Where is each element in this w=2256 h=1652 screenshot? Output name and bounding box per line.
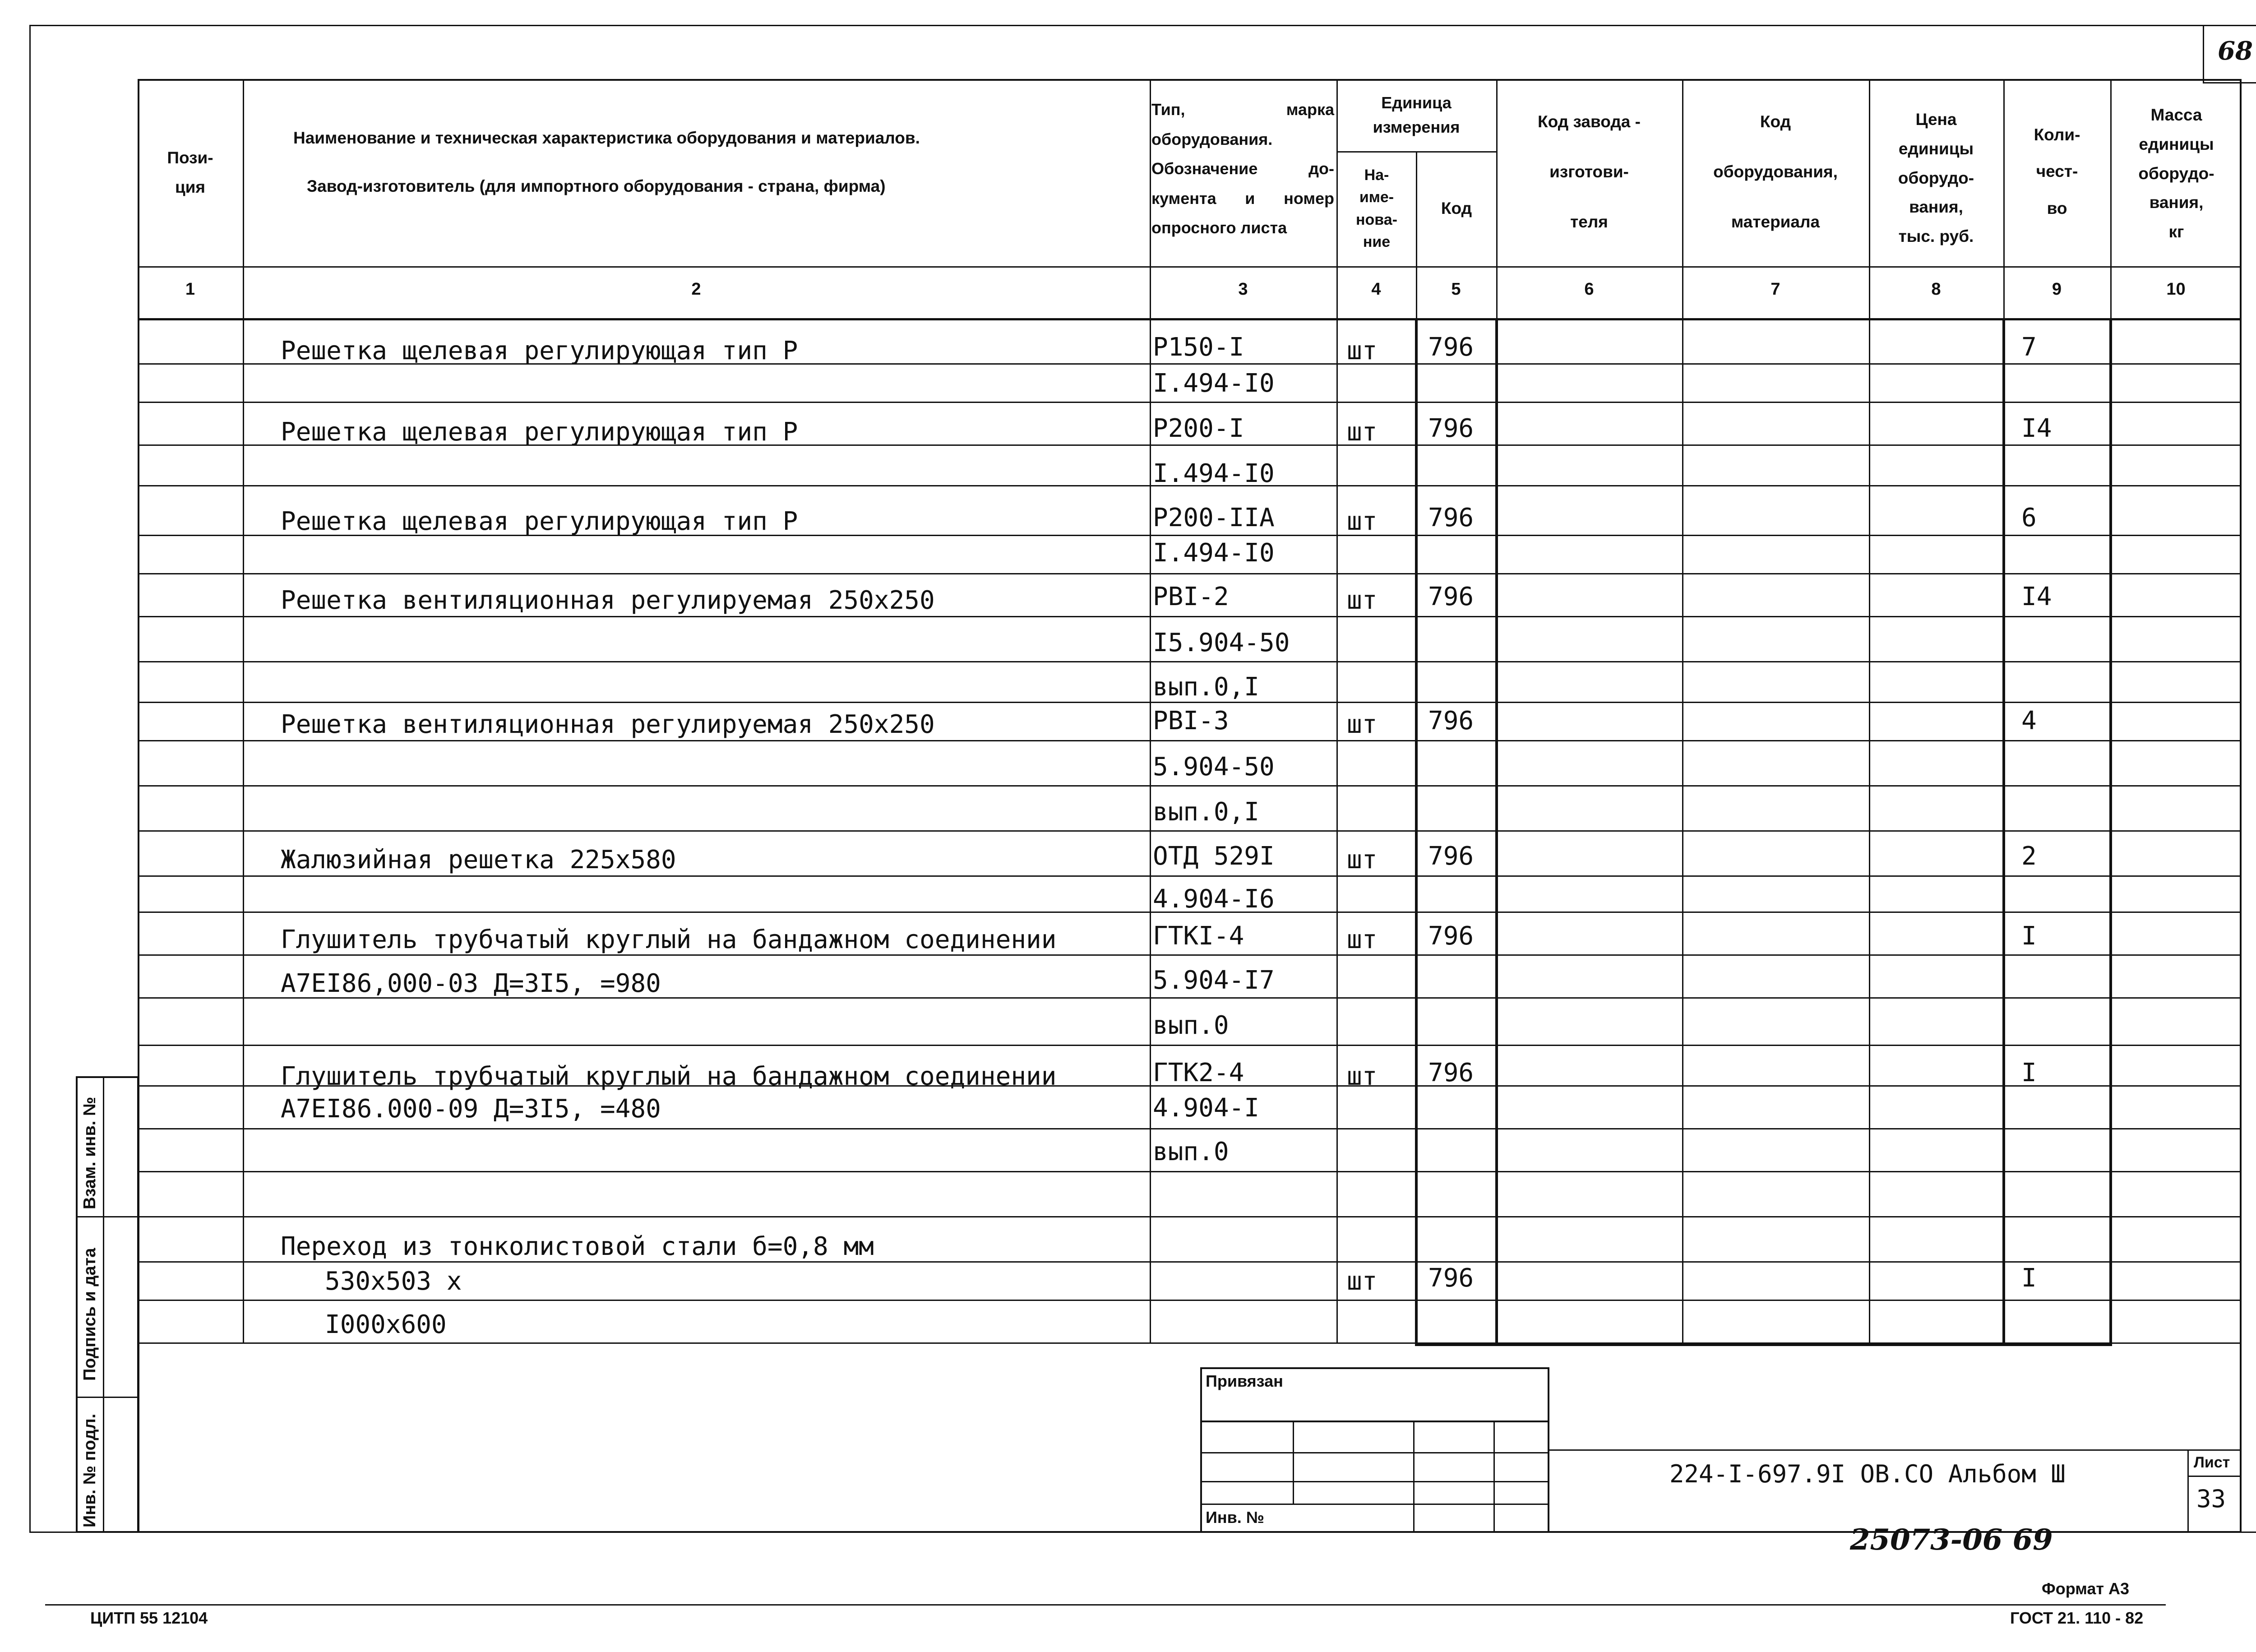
row-type: Р200-I	[1153, 414, 1244, 443]
sheet-number: 33	[2196, 1485, 2226, 1513]
row-name: Глушитель трубчатый круглый на бандажном соединении	[281, 925, 1057, 954]
side-label-vzam: Взам. инв. №	[80, 1097, 99, 1209]
row-code: 796	[1428, 921, 1474, 951]
col-number: 3	[1238, 280, 1248, 299]
row-type: 4.904-I	[1153, 1093, 1260, 1123]
row-unit: шт	[1347, 507, 1378, 536]
stamp-inv-label: Инв. №	[1206, 1508, 1264, 1527]
row-qty: 4	[2021, 706, 2037, 736]
row-type: Р200-IIА	[1153, 503, 1275, 532]
side-label-signature: Подпись и дата	[80, 1248, 99, 1381]
sheet-label: Лист	[2194, 1454, 2230, 1471]
row-unit: шт	[1347, 336, 1378, 366]
row-type: 5.904-50	[1153, 752, 1275, 782]
header-unit-name: На- име- нова- ние	[1356, 166, 1397, 250]
row-type: 5.904-I7	[1153, 966, 1275, 995]
row-unit: шт	[1347, 586, 1378, 615]
header-quantity: Коли- чест- во	[2034, 125, 2080, 217]
col-number: 8	[1931, 280, 1941, 299]
row-code: 796	[1428, 842, 1474, 871]
row-name: Глушитель трубчатый круглый на бандажном соединении	[281, 1062, 1057, 1091]
footer-left: ЦИТП 55 12104	[90, 1609, 208, 1627]
row-type: вып.0,I	[1153, 672, 1260, 702]
row-unit: шт	[1347, 1062, 1378, 1091]
row-code: 796	[1428, 706, 1474, 736]
row-qty: I	[2021, 921, 2037, 951]
row-code: 796	[1428, 414, 1474, 443]
row-name: Решетка вентиляционная регулируемая 250x250	[281, 710, 935, 739]
row-qty: 2	[2021, 842, 2037, 871]
row-type: 4.904-I6	[1153, 884, 1275, 914]
col-number: 2	[691, 280, 701, 299]
handwritten-number: 25073-06 69	[1850, 1523, 2053, 1557]
row-name: Решетка щелевая регулирующая тип Р	[281, 336, 798, 366]
col-number: 9	[2052, 280, 2062, 299]
page-number: 68	[2218, 36, 2253, 66]
header-type: Тип, марка оборудования. Обозначение до-кумента и номер опросного листа	[1151, 100, 1334, 237]
row-type: РВI-3	[1153, 706, 1229, 736]
row-name: Жалюзийная решетка 225x580	[281, 845, 676, 875]
header-position: Пози- ция	[167, 148, 213, 196]
row-name: Решетка щелевая регулирующая тип Р	[281, 507, 798, 536]
row-type: I.494-I0	[1153, 538, 1275, 568]
row-type: I.494-I0	[1153, 369, 1275, 398]
row-type: ОТД 529I	[1153, 842, 1275, 871]
col-number: 5	[1451, 280, 1461, 299]
row-code: 796	[1428, 333, 1474, 362]
row-type: вып.0	[1153, 1137, 1229, 1166]
row-qty: I4	[2021, 582, 2052, 611]
row-name: 530x503 x	[325, 1267, 462, 1296]
row-qty: 7	[2021, 333, 2037, 362]
row-type: I5.904-50	[1153, 628, 1290, 657]
header-equipment-code: Код оборудования, материала	[1713, 112, 1838, 231]
footer-gost: ГОСТ 21. 110 - 82	[2010, 1609, 2144, 1627]
header-name-line1: Наименование и техническая характеристика оборудования и материалов.	[293, 129, 920, 147]
row-type: вып.0,I	[1153, 797, 1260, 827]
row-type: ГТК2-4	[1153, 1058, 1244, 1087]
row-unit: шт	[1347, 710, 1378, 739]
col-number: 4	[1371, 280, 1381, 299]
col-number: 7	[1771, 280, 1780, 299]
row-unit: шт	[1347, 925, 1378, 954]
row-qty: I4	[2021, 414, 2052, 443]
header-unit: Единица измерения	[1373, 93, 1460, 136]
side-label-inv: Инв. № подл.	[80, 1413, 99, 1527]
row-type: вып.0	[1153, 1011, 1229, 1040]
col-number: 1	[185, 280, 195, 299]
stamp-privyazan-label: Привязан	[1206, 1372, 1283, 1390]
col-number: 6	[1584, 280, 1594, 299]
row-qty: 6	[2021, 503, 2037, 532]
document-code: 224-I-697.9I ОВ.СО Альбом Ш	[1669, 1460, 2066, 1488]
row-unit: шт	[1347, 1267, 1378, 1296]
header-name-line2: Завод-изготовитель (для импортного оборудования - страна, фирма)	[307, 177, 886, 195]
header-price: Цена единицы оборудо- вания, тыс. руб.	[1898, 110, 1974, 246]
row-name: А7ЕI86,000-03 Д=3I5, =980	[281, 969, 661, 998]
row-name: Решетка вентиляционная регулируемая 250x250	[281, 586, 935, 615]
row-name: I000x600	[325, 1310, 447, 1339]
row-code: 796	[1428, 582, 1474, 611]
footer-format: Формат А3	[2042, 1579, 2130, 1598]
row-code: 796	[1428, 1058, 1474, 1087]
col-number: 10	[2166, 280, 2186, 299]
row-unit: шт	[1347, 417, 1378, 447]
header-unit-code: Код	[1441, 199, 1472, 218]
row-name: Переход из тонколистовой стали б=0,8 мм	[281, 1232, 874, 1261]
row-name: Решетка щелевая регулирующая тип Р	[281, 417, 798, 447]
row-code: 796	[1428, 503, 1474, 532]
header-mass: Масса единицы оборудо- вания, кг	[2138, 106, 2214, 241]
row-type: I.494-I0	[1153, 459, 1275, 488]
header-factory-code: Код завода - изготови- теля	[1538, 112, 1641, 231]
row-name: А7ЕI86.000-09 Д=3I5, =480	[281, 1094, 661, 1124]
row-type: Р150-I	[1153, 333, 1244, 362]
row-unit: шт	[1347, 845, 1378, 875]
row-qty: I	[2021, 1263, 2037, 1293]
row-type: РВI-2	[1153, 582, 1229, 611]
row-code: 796	[1428, 1263, 1474, 1293]
row-qty: I	[2021, 1058, 2037, 1087]
row-type: ГТКI-4	[1153, 921, 1244, 951]
